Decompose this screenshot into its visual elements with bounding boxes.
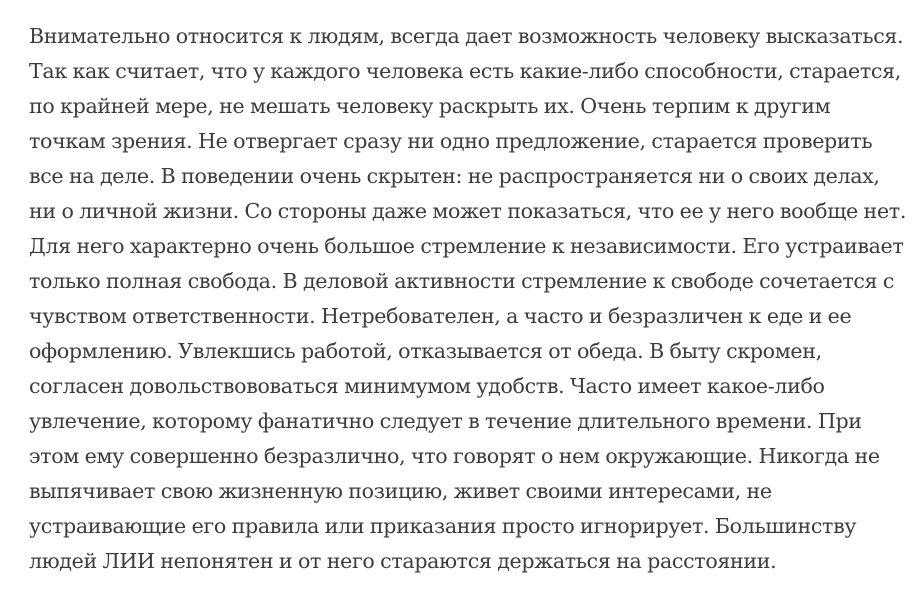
paragraph-line: ни о личной жизни. Со стороны даже может показаться, что ее у него вообще нет. <box>29 199 907 223</box>
paragraph-line: Внимательно относится к людям, всегда дает возможность человеку высказаться. <box>29 24 904 48</box>
paragraph-line: Так как считает, что у каждого человека есть какие-либо способности, старается, <box>29 59 901 83</box>
paragraph-line: оформлению. Увлекшись работой, отказывается от обеда. В быту скромен, <box>29 339 822 363</box>
paragraph-line: по крайней мере, не мешать человеку раскрыть их. Очень терпим к другим <box>29 94 831 118</box>
paragraph-line: людей ЛИИ непонятен и от него стараются держаться на расстоянии. <box>29 549 777 573</box>
paragraph-line: Для него характерно очень большое стремление к независимости. Его устраивает <box>29 234 904 258</box>
paragraph-line: точкам зрения. Не отвергает сразу ни одно предложение, старается проверить <box>29 129 873 153</box>
paragraph-line: устраивающие его правила или приказания просто игнорирует. Большинству <box>29 514 857 538</box>
paragraph-line: только полная свобода. В деловой активности стремление к свободе сочетается с <box>29 269 895 293</box>
paragraph-line: согласен довольствововаться минимумом удобств. Часто имеет какое-либо <box>29 374 825 398</box>
paragraph-line: выпячивает свою жизненную позицию, живет своими интересами, не <box>29 479 772 503</box>
paragraph-line: чувством ответственности. Нетребователен, а часто и безразличен к еде и ее <box>29 304 852 328</box>
paragraph-line: увлечение, которому фанатично следует в течение длительного времени. При <box>29 409 862 433</box>
paragraph-line: этом ему совершенно безразлично, что говорят о нем окружающие. Никогда не <box>29 444 880 468</box>
paragraph-line: все на деле. В поведении очень скрытен: не распространяется ни о своих делах, <box>29 164 880 188</box>
description-paragraph <box>29 19 909 579</box>
